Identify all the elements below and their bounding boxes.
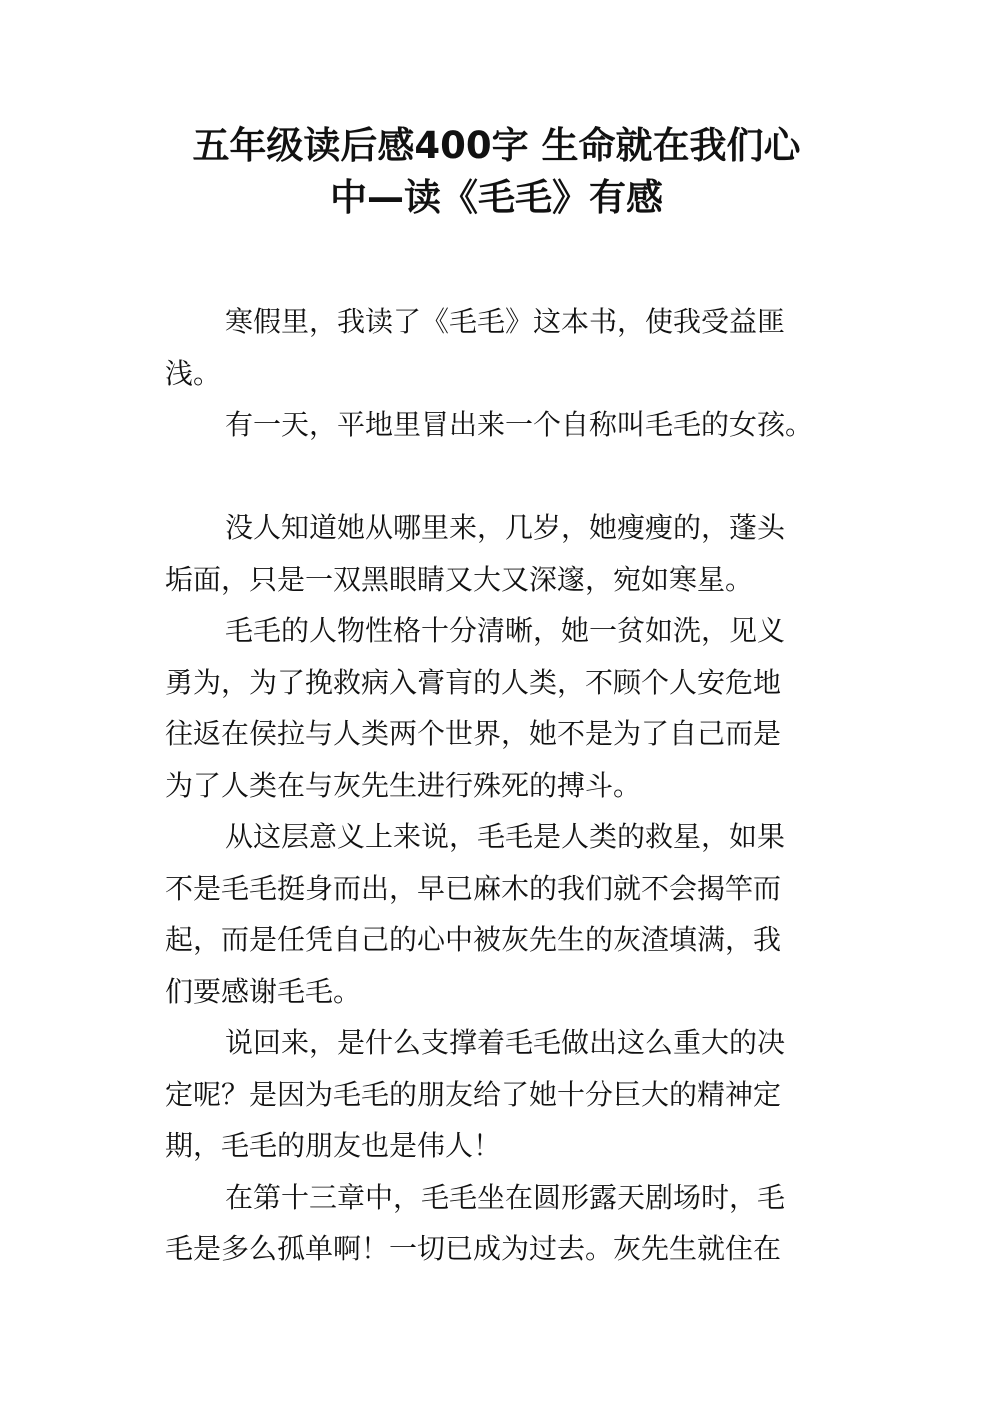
- paragraph-7: [165, 1172, 835, 1275]
- paragraph-line: 为了人类在与灰先生进行殊死的搏斗。: [165, 768, 642, 802]
- paragraph-line: 毛毛的人物性格十分清晰，她一贫如洗，见义: [225, 614, 786, 647]
- paragraph-1: [165, 296, 835, 399]
- paragraph-3: [165, 502, 835, 605]
- paragraph-line: 不是毛毛挺身而出，早已麻木的我们就不会揭竿而: [165, 871, 782, 905]
- title-line-2: 中—读《毛毛》有感: [330, 176, 663, 219]
- paragraph-line: 说回来，是什么支撑着毛毛做出这么重大的决: [225, 1026, 786, 1059]
- paragraph-line: 寒假里，我读了《毛毛》这本书，使我受益匪: [225, 305, 786, 338]
- paragraph-line: 起，而是任凭自己的心中被灰先生的灰渣填满，我: [165, 923, 782, 956]
- document-body: [165, 296, 835, 1275]
- paragraph-line: 垢面，只是一双黑眼睛又大又深邃，宛如寒星。: [165, 562, 754, 596]
- paragraph-line: 没人知道她从哪里来，几岁，她瘦瘦的，蓬头: [225, 511, 786, 544]
- paragraph-line: 往返在侯拉与人类两个世界，她不是为了自己而是: [165, 717, 782, 750]
- paragraph-6: [165, 1017, 835, 1172]
- paragraph-line: 毛是多么孤单啊！一切已成为过去。灰先生就住在: [165, 1232, 782, 1265]
- paragraph-4: [165, 605, 835, 811]
- paragraph-line: 定呢？是因为毛毛的朋友给了她十分巨大的精神定: [165, 1077, 782, 1111]
- paragraph-line: 有一天，平地里冒出来一个自称叫毛毛的女孩。: [225, 408, 814, 441]
- paragraph-line: 浅。: [165, 356, 222, 390]
- blank-line: [165, 451, 835, 503]
- paragraph-line: 期，毛毛的朋友也是伟人！: [165, 1129, 502, 1162]
- paragraph-line: 在第十三章中，毛毛坐在圆形露天剧场时，毛: [225, 1180, 786, 1214]
- paragraph-line: 们要感谢毛毛。: [165, 974, 362, 1008]
- paragraph-5: [165, 811, 835, 1017]
- title-line-1: 五年级读后感400字 生命就在我们心: [192, 124, 801, 167]
- paragraph-line: 从这层意义上来说，毛毛是人类的救星，如果: [225, 820, 786, 853]
- paragraph-2: [165, 399, 835, 451]
- document-title: [150, 120, 843, 224]
- paragraph-line: 勇为，为了挽救病入膏肓的人类，不顾个人安危地: [165, 665, 782, 699]
